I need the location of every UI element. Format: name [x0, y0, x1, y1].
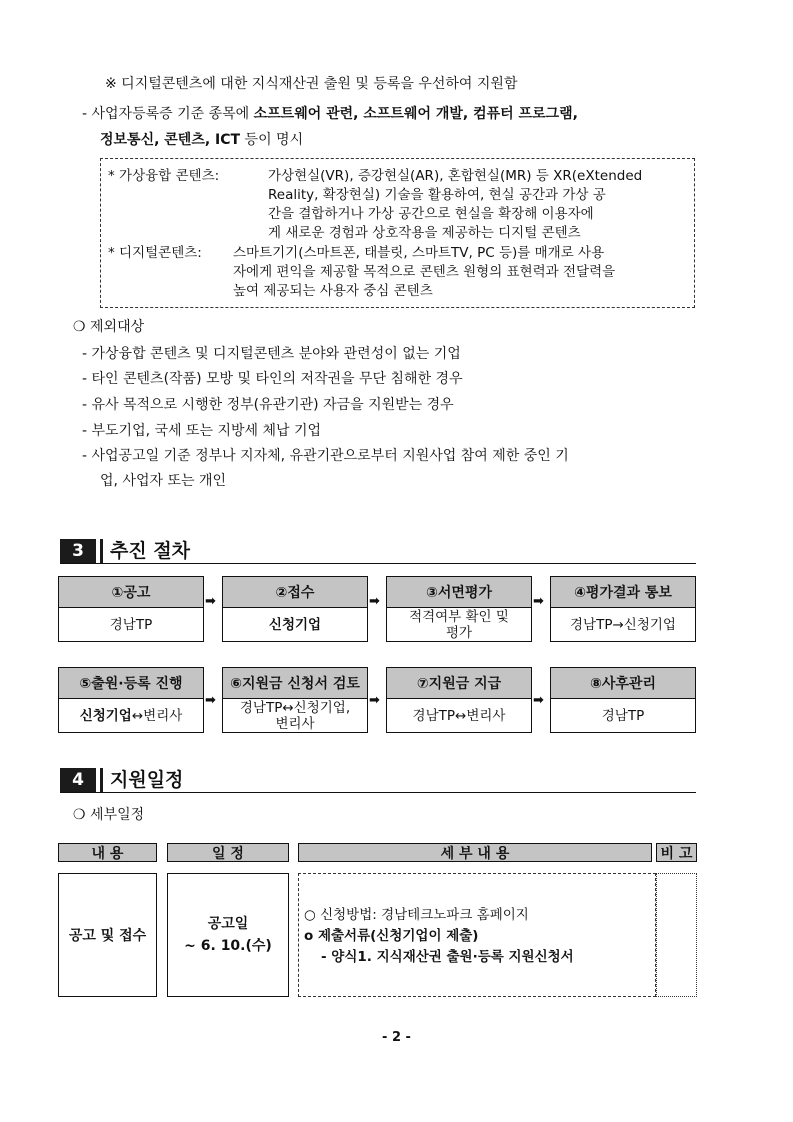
arrow-right-icon: ➡: [369, 594, 380, 609]
exclusions-heading: ❍ 제외대상: [73, 319, 145, 335]
arrow-right-icon: ➡: [533, 693, 544, 708]
arrow-right-icon: ➡: [533, 594, 544, 609]
process-step-5: ⑤출원·등록 진행 신청기업 ↔변리사: [58, 667, 204, 733]
section-underline: [60, 792, 696, 793]
section-number-4: 4: [60, 768, 96, 792]
table-header-details: 세 부 내 용: [298, 843, 652, 862]
priority-note: ※ 디지털콘텐츠에 대한 지식재산권 출원 및 등록을 우선하여 지원함: [105, 76, 518, 92]
definition-line: 높여 제공되는 사용자 중심 콘텐츠: [233, 283, 433, 299]
definition-line: Reality, 확장현실) 기술을 활용하여, 현실 공간과 가상 공: [268, 187, 606, 203]
definition-line: 가상현실(VR), 증강현실(AR), 혼합현실(MR) 등 XR(eXtended: [268, 168, 643, 184]
process-step-1: ①공고 경남TP: [58, 576, 204, 642]
process-step-2: ②접수 신청기업: [222, 576, 368, 642]
business-field-bullet: [82, 105, 578, 123]
arrow-right-icon: ➡: [369, 693, 380, 708]
definition-term-xr: * 가상융합 콘텐츠:: [108, 168, 220, 184]
process-step-3: ③서면평가 적격여부 확인 및 평가: [386, 576, 532, 642]
arrow-right-icon: ➡: [205, 693, 216, 708]
section-divider: [100, 768, 103, 792]
process-step-8: ⑧사후관리 경남TP: [550, 667, 696, 733]
table-header-note: 비 고: [656, 843, 697, 862]
process-step-7: ⑦지원금 지급 경남TP↔변리사: [386, 667, 532, 733]
exclusion-item: - 부도기업, 국세 또는 지방세 체납 기업: [82, 423, 322, 439]
bullet-bold-2: 정보통신, 콘텐츠, ICT: [100, 132, 241, 148]
table-cell-note: [656, 873, 697, 997]
bullet-bold-1: 소프트웨어 관련, 소프트웨어 개발, 컴퓨터 프로그램,: [253, 106, 578, 122]
table-cell-content: 공고 및 접수: [58, 873, 157, 997]
definition-line: 게 새로운 경험과 상호작용을 제공하는 디지털 콘텐츠: [268, 225, 581, 241]
exclusion-item: - 사업공고일 기준 정부나 지자체, 유관기관으로부터 지원사업 참여 제한 중인 기: [82, 448, 569, 464]
table-header-schedule: 일 정: [167, 843, 289, 862]
hollow-bullet-icon: ❍: [73, 319, 86, 335]
section-underline: [60, 563, 696, 564]
section-title-3: 추진 절차: [110, 540, 191, 562]
section-title-4: 지원일정: [110, 769, 184, 791]
process-step-4: ④평가결과 통보 경남TP→신청기업: [550, 576, 696, 642]
page-number: - 2 -: [382, 1030, 411, 1045]
section-number-3: 3: [60, 539, 96, 563]
definition-line: 자에게 편익을 제공할 목적으로 콘텐츠 원형의 표현력과 전달력을: [233, 264, 616, 280]
exclusion-item: - 유사 목적으로 시행한 정부(유관기관) 자금을 지원받는 경우: [82, 397, 454, 413]
detail-line: - 양식1. 지식재산권 출원·등록 지원신청서: [321, 949, 574, 965]
exclusion-item-cont: 업, 사업자 또는 개인: [100, 473, 226, 489]
detail-line: ○ 신청방법: 경남테크노파크 홈페이지: [304, 907, 529, 923]
table-cell-schedule: 공고일 ~ 6. 10.(수): [167, 873, 289, 997]
exclusion-item: - 타인 콘텐츠(작품) 모방 및 타인의 저작권을 무단 침해한 경우: [82, 371, 463, 387]
hollow-bullet-icon: ❍: [73, 807, 86, 823]
schedule-subheading: ❍ 세부일정: [73, 807, 145, 823]
definition-line: 간을 결합하거나 가상 공간으로 현실을 확장해 이용자에: [268, 206, 594, 222]
exclusion-item: - 가상융합 콘텐츠 및 디지털콘텐츠 분야와 관련성이 없는 기업: [82, 346, 461, 362]
table-header-content: 내 용: [58, 843, 157, 862]
section-divider: [100, 539, 103, 563]
definition-line: 스마트기기(스마트폰, 태블릿, 스마트TV, PC 등)를 매개로 사용: [233, 245, 605, 261]
definition-term-digital: * 디지털콘텐츠:: [108, 245, 202, 261]
definitions-box: [100, 158, 695, 308]
process-step-6: ⑥지원금 신청서 검토 경남TP↔신청기업, 변리사: [222, 667, 368, 733]
business-field-bullet-cont: [100, 131, 303, 149]
detail-line: o 제출서류(신청기업이 제출): [304, 928, 479, 944]
table-cell-details: [298, 873, 656, 997]
arrow-right-icon: ➡: [205, 594, 216, 609]
bullet-suffix: 등이 명시: [240, 132, 304, 148]
bullet-prefix: - 사업자등록증 기준 종목에: [82, 106, 254, 122]
